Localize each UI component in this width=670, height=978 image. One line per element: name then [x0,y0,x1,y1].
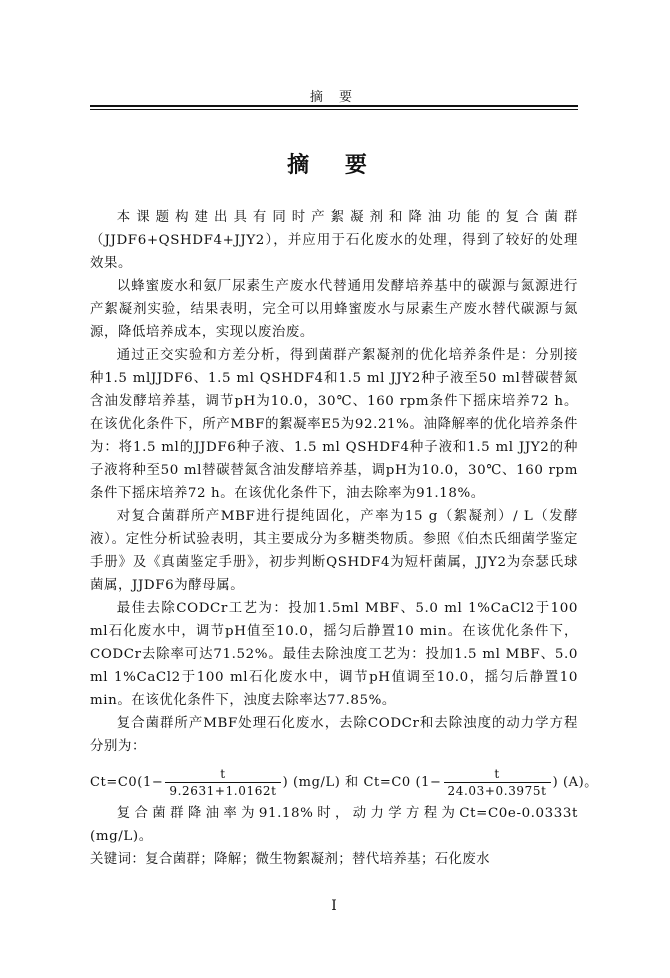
header-rule-thick [90,105,578,107]
paragraph-kinetics-intro: 复合菌群所产MBF处理石化废水，去除CODCr和去除浊度的动力学方程分别为： [90,716,578,754]
fraction-2-numerator: t [494,766,500,781]
paragraph-substitute-media: 以蜂蜜废水和氨厂尿素生产废水代替通用发酵培养基中的碳源与氮源进行产絮凝剂实验，结果表明，完全可以用蜂蜜废水与尿素生产废水替代碳源与氮源，降低培养成本，实现以废治废。 [90,279,578,340]
kinetic-formula [90,762,598,802]
fraction-1-denominator: 9.2631+1.0162t [169,783,277,798]
paragraph-oil-kinetics: 复合菌群降油率为91.18%时，动力学方程为Ct=C0e-0.0333t (mg/L)。 [90,806,578,844]
paragraph-optimization: 通过正交实验和方差分析，得到菌群产絮凝剂的优化培养条件是：分别接种1.5 mlJJDF6、1.5 ml QSHDF4和1.5 ml JJY2种子液至50 ml替碳替氮含油发酵培养基，调节pH为10.0，30℃、160 rpm条件下摇床培养72 h。在该优化条件下，所产MBF的絮凝率E5为92.21%。油降解率的优化培养条件为：将1.5 ml的JJDF6种子液、1.5 ml QSHDF4种子液和1.5 ml JJY2的种子液将种至50 ml替碳替氮含油发酵培养基，调pH为10.0，30℃、160 rpm条件下摇床培养72 h。在该优化条件下，油去除率为91.18%。 [90,348,578,501]
running-header: 摘 要 [309,90,359,105]
paragraph-intro: 本课题构建出具有同时产絮凝剂和降油功能的复合菌群（JJDF6+QSHDF4+JJY2），并应用于石化废水的处理，得到了较好的处理效果。 [90,210,578,271]
paragraph-purification: 对复合菌群所产MBF进行提纯固化，产率为15 g（絮凝剂）/ L（发酵液）。定性分析试验表明，其主要成分为多糖类物质。参照《伯杰氏细菌学鉴定手册》及《真菌鉴定手册》，初步判断QSHDF4为短杆菌属，JJY2为奈瑟氏球菌属，JJDF6为酵母属。 [90,509,578,593]
fraction-2 [444,766,551,799]
fraction-2-denominator: 24.03+0.3975t [447,783,547,798]
keywords-line: 关键词：复合菌群；降解；微生物絮凝剂；替代培养基；石化废水 [90,852,490,867]
abstract-body [90,206,598,848]
fraction-1 [165,766,280,799]
fraction-1-numerator: t [220,766,226,781]
formula-end: ) (A)。 [552,774,598,790]
page-number: I [331,898,337,914]
header-rule-thin [90,109,578,110]
formula-lhs1: Ct=C0(1− [90,774,164,790]
formula-mid: ) (mg/L) 和 Ct=C0 (1− [282,774,442,790]
paragraph-cod-turbidity: 最佳去除CODCr工艺为：投加1.5ml MBF、5.0 ml 1%CaCl2于100 ml石化废水中，调节pH值至10.0，摇匀后静置10 min。在该优化条件下，CODCr去除率可达71.52%。最佳去除浊度工艺为：投加1.5 ml MBF、5.0 ml 1%CaCl2于100 ml石化废水中，调节pH值调至10.0，摇匀后静置10 min。在该优化条件下，浊度去除率达77.85%。 [90,601,578,708]
page-title: 摘 要 [287,152,381,178]
